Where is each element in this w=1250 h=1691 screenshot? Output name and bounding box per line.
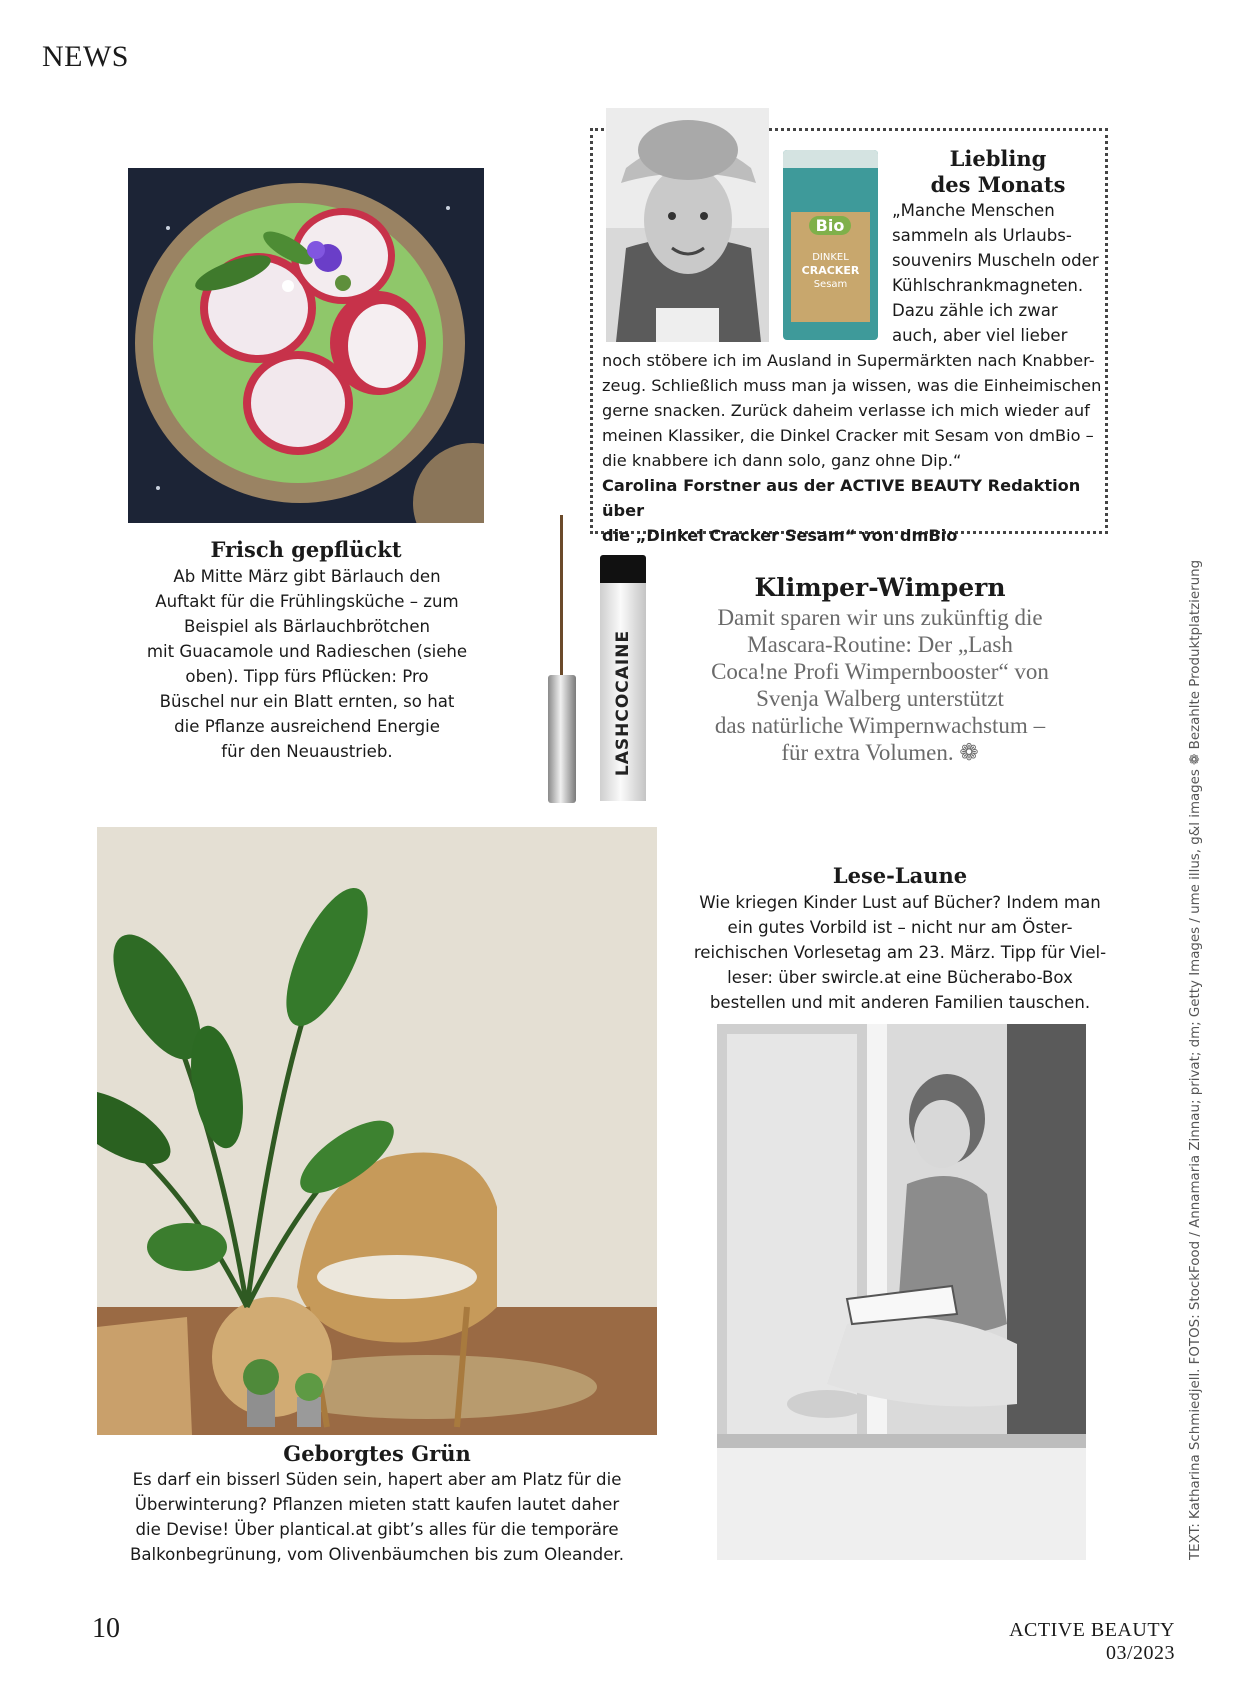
green-line: Balkonbegrünung, vom Olivenbäumchen bis zum Oleander. [130,1545,624,1564]
quote-line: souvenirs Muscheln oder [892,251,1099,270]
fresh-title: Frisch gepflückt [210,537,402,562]
reading-line: leser: über swircle.at eine Bücherabo-Box [727,968,1073,987]
lashes-line: für extra Volumen. ❁ [781,740,979,765]
fresh-body [112,564,502,764]
lashes-line: Coca!ne Profi Wimpernbooster“ von [711,659,1049,684]
issue-label: ACTIVE BEAUTY 03/2023 [1009,1619,1175,1664]
lashes-line: Svenja Walberg unterstützt [756,686,1004,711]
quote-line: die knabbere ich dann solo, ganz ohne Dip.“ [602,451,962,470]
radish-toast-photo [128,168,484,523]
plants-chair-photo [97,827,657,1435]
package-name-line2: CRACKER [801,264,860,277]
green-line: Es darf ein bisserl Süden sein, hapert aber am Platz für die [132,1470,622,1489]
fresh-line: Ab Mitte März gibt Bärlauch den [173,567,441,586]
lashes-line: Damit sparen wir uns zukünftig die [717,605,1043,630]
quote-line: auch, aber viel lieber [892,326,1068,345]
reading-line: Wie kriegen Kinder Lust auf Bücher? Indem man [699,893,1101,912]
lashes-line: Mascara-Routine: Der „Lash [747,632,1013,657]
reading-line: bestellen und mit anderen Familien tauschen. [709,993,1091,1012]
fresh-line: für den Neuaustrieb. [221,742,393,761]
quote-line: Kühlschrankmagneten. [892,276,1084,295]
favorite-quote-right [892,198,1106,348]
favorite-title-line2: des Monats [930,172,1066,197]
favorite-quote-full [602,348,1106,548]
author-line: Carolina Forstner aus der ACTIVE BEAUTY Redaktion über [602,476,1081,520]
lash-serum-product [538,515,653,805]
package-flavor: Sesam [813,279,848,290]
lashes-body [650,604,1110,766]
fresh-line: oben). Tipp fürs Pflücken: Pro [185,667,429,686]
green-title: Geborgtes Grün [283,1441,471,1466]
quote-line: gerne snacken. Zurück daheim verlasse ich mich wieder auf [602,401,1090,420]
child-reading-photo [717,1024,1086,1560]
author-line: die „Dinkel Cracker Sesam“ von dmBio [602,526,958,545]
package-name-line1: DINKEL [812,252,849,263]
fresh-line: die Pflanze ausreichend Energie [174,717,440,736]
quote-line: sammeln als Urlaubs- [892,226,1072,245]
green-body [97,1467,657,1567]
editor-portrait-photo [606,108,769,342]
package-brand: Bio [809,216,851,235]
cracker-package [783,150,878,340]
lashes-title: Klimper-Wimpern [754,573,1006,602]
green-line: Überwinterung? Pflanzen mieten statt kaufen lautet daher [134,1495,620,1514]
fresh-line: Auftakt für die Frühlingsküche – zum [155,592,459,611]
fresh-line: Beispiel als Bärlauchbrötchen [183,617,431,636]
reading-title: Lese-Laune [832,863,968,888]
page-number: 10 [92,1613,120,1644]
green-line: die Devise! Über plantical.at gibt’s alles für die temporäre [135,1520,619,1539]
section-label: NEWS [42,40,129,73]
quote-line: Dazu zähle ich zwar [892,301,1058,320]
quote-line: noch stöbere ich im Ausland in Supermärkten nach Knabber- [602,351,1095,370]
fresh-line: mit Guacamole und Radieschen (siehe [146,642,468,661]
quote-line: meinen Klassiker, die Dinkel Cracker mit Sesam von dmBio – [602,426,1094,445]
reading-body [680,890,1120,1015]
fresh-line: Büschel nur ein Blatt ernten, so hat [159,692,455,711]
quote-line: zeug. Schließlich muss man ja wissen, was die Einheimischen [602,376,1102,395]
lashes-line: das natürliche Wimpernwachstum – [714,713,1046,738]
photo-credits: TEXT: Katharina Schmiedjell. FOTOS: StockFood / Annamaria Zinnau; privat; dm; Getty Images / ume illus, g&l images ❁ Bezahlte Produktplatzierung [1188,559,1203,1560]
reading-line: ein gutes Vorbild ist – nicht nur am Öster- [727,918,1073,937]
quote-line: „Manche Menschen [892,201,1055,220]
favorite-title-line1: Liebling [949,146,1047,171]
product-label: LASHCOCAINE [613,629,633,777]
reading-line: reichischen Vorlesetag am 23. März. Tipp für Viel- [693,943,1107,962]
